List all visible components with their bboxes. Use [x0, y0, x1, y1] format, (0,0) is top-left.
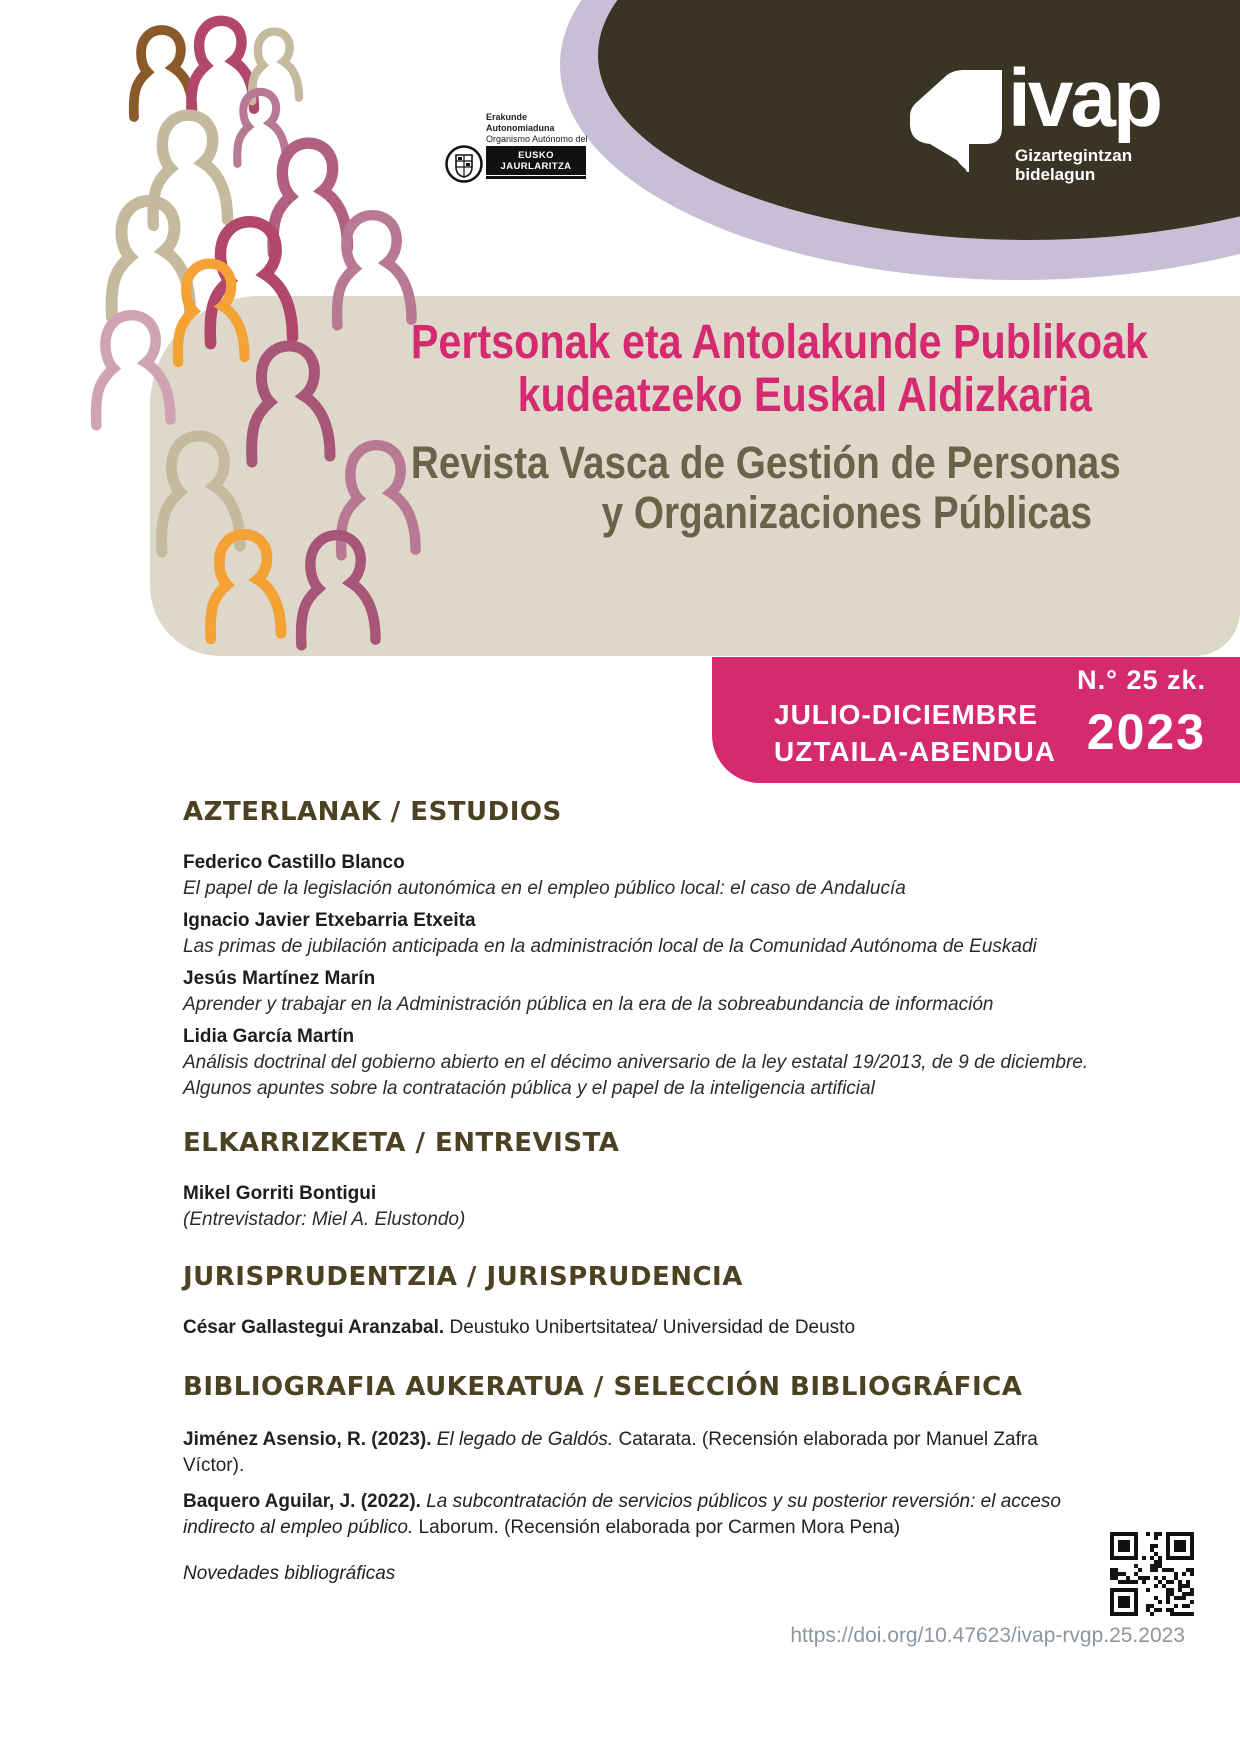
gov-caption-line2: Organismo Autónomo del	[486, 134, 588, 144]
ivap-tagline	[1015, 146, 1132, 184]
toc-entry	[183, 908, 1095, 960]
gobierno-vasco-emblem-icon	[444, 144, 484, 184]
issue-number: N.° 25 zk.	[1077, 665, 1206, 695]
entry-author: Mikel Gorriti Bontigui	[183, 1183, 377, 1204]
section-jurisprudence	[183, 1262, 1095, 1341]
bib-detail: Catarata. (Recensión elaborada por Manuel Zafra Víctor).	[183, 1429, 1038, 1476]
issue-period-basque: UZTAILA-ABENDUA	[774, 736, 1056, 767]
gov-caption	[486, 112, 588, 145]
bib-reference: Baquero Aguilar, J. (2022).	[183, 1491, 421, 1512]
section-bibliography	[183, 1372, 1095, 1585]
bibliography-note: Novedades bibliográficas	[183, 1563, 396, 1584]
bibliography-entry	[183, 1489, 1095, 1541]
entry-title: El papel de la legislación autonómica en el empleo público local: el caso de Andalucía	[183, 878, 906, 899]
bib-reference: Jiménez Asensio, R. (2023).	[183, 1429, 432, 1450]
section-heading-jurisprudence: JURISPRUDENTZIA / JURISPRUDENCIA	[183, 1262, 743, 1292]
entry-title: Aprender y trabajar en la Administración pública en la era de la sobreabundancia de información	[183, 994, 994, 1015]
title-basque-line1: Pertsonak eta Antolakunde Publikoak	[410, 316, 1148, 369]
toc-entry	[183, 1315, 1095, 1341]
doi-link[interactable]: https://doi.org/10.47623/ivap-rvgp.25.2023	[790, 1624, 1185, 1647]
bib-work-title: La subcontratación de servicios públicos y su posterior reversión: el acceso indirecto al empleo público.	[183, 1491, 1061, 1538]
toc-entry	[183, 1024, 1095, 1102]
journal-title-block	[300, 316, 1148, 538]
entry-author: Lidia García Martín	[183, 1026, 355, 1047]
gov-name-bar	[486, 146, 586, 190]
title-spanish-line2: y Organizaciones Públicas	[601, 487, 1092, 538]
entry-note: (Entrevistador: Miel A. Elustondo)	[183, 1209, 466, 1230]
ivap-tagline-line2: bidelagun	[1015, 165, 1096, 184]
toc-entry	[183, 966, 1095, 1018]
entry-author: Federico Castillo Blanco	[183, 852, 405, 873]
entry-author: César Gallastegui Aranzabal.	[183, 1317, 445, 1338]
issue-banner	[712, 657, 1240, 783]
bibliography-entry	[183, 1427, 1095, 1479]
section-interview	[183, 1128, 1095, 1239]
entry-title: Las primas de jubilación anticipada en la administración local de la Comunidad Autónoma de Euskadi	[183, 936, 1037, 957]
title-spanish-line1: Revista Vasca de Gestión de Personas	[410, 437, 1121, 488]
entry-title: Análisis doctrinal del gobierno abierto en el décimo aniversario de la ley estatal 19/2013, de 9 de diciembre. Algunos apuntes sobre la contratación pública y el papel de la inteligencia artificial	[183, 1052, 1089, 1099]
bib-work-title: El legado de Galdós.	[436, 1429, 614, 1450]
gov-name-es: GOBIERNO VASCO	[489, 179, 583, 190]
ivap-tagline-line1: Gizartegintzan	[1015, 146, 1133, 165]
ivap-logo-icon	[908, 68, 1004, 172]
section-studies	[183, 797, 1095, 1108]
gov-name-eu: EUSKO JAURLARITZA	[486, 146, 586, 176]
section-heading-interview: ELKARRIZKETA / ENTREVISTA	[183, 1128, 620, 1158]
issue-year: 2023	[1086, 704, 1206, 760]
issue-period-spanish: JULIO-DICIEMBRE	[774, 699, 1038, 730]
title-basque-line2: kudeatzeko Euskal Aldizkaria	[517, 369, 1092, 422]
entry-affiliation: Deustuko Unibertsitatea/ Universidad de Deusto	[449, 1317, 856, 1338]
section-heading-studies: AZTERLANAK / ESTUDIOS	[183, 797, 562, 827]
qr-code	[1110, 1532, 1194, 1616]
gobierno-vasco-logo	[408, 112, 588, 190]
toc-entry	[183, 1181, 1095, 1233]
bib-detail: Laborum. (Recensión elaborada por Carmen Mora Pena)	[418, 1517, 901, 1538]
entry-author: Ignacio Javier Etxebarria Etxeita	[183, 910, 476, 931]
ivap-wordmark: ivap	[1008, 53, 1161, 144]
section-heading-bibliography: BIBLIOGRAFIA AUKERATUA / SELECCIÓN BIBLIOGRÁFICA	[183, 1372, 1023, 1402]
entry-author: Jesús Martínez Marín	[183, 968, 376, 989]
gov-caption-line1: Erakunde Autonomiaduna	[486, 112, 555, 133]
toc-entry	[183, 850, 1095, 902]
